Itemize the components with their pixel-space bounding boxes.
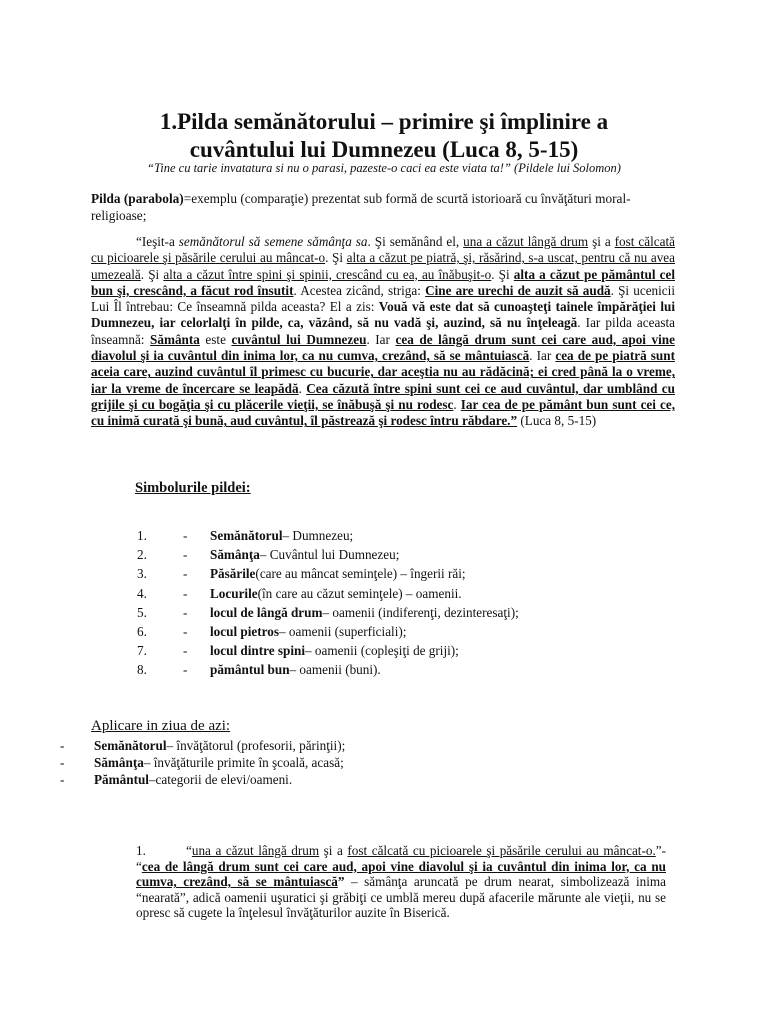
explanation-paragraph — [136, 843, 666, 921]
item-number: 8. — [137, 662, 147, 678]
item-dash: - — [60, 772, 65, 787]
symbol-item — [137, 622, 519, 641]
definition — [91, 190, 671, 224]
parable-seg: semănătorul să semene sămânţa sa — [178, 234, 368, 249]
parable-seg: alta a căzut pe piatră, şi, răsărind, s-a uscat, pentru că nu avea umezeală — [91, 250, 675, 282]
item-term: Pământul — [94, 772, 149, 787]
item-dash: - — [183, 624, 188, 640]
item-dash: - — [183, 604, 188, 620]
explanation-seg: ” — [337, 874, 345, 889]
item-number: 3. — [137, 566, 147, 582]
parable-seg: alta a căzut între spini şi spinii, crescând cu ea, au înăbuşit-o — [163, 266, 492, 282]
parable-seg: . Iar pilda aceasta înseamnă: — [91, 315, 675, 347]
parable-seg: Vouă vă este dat să cunoaşteţi tainele împărăţiei lui Dumnezeu, iar celorlalţi în pilde, ca, văzând, să nu vadă şi, auzind, să nu înţeleagă — [91, 299, 675, 331]
parable-seg: . Şi — [325, 250, 347, 266]
item-term: locul pietros — [210, 624, 279, 640]
item-dash: - — [183, 528, 188, 543]
parable-seg: şi a — [588, 234, 615, 249]
explanation-seg: “ — [186, 843, 192, 858]
title-line-2: cuvântului lui Dumnezeu (Luca 8, 5-15) — [189, 137, 579, 162]
symbol-item — [137, 584, 519, 603]
definition-text: =exemplu (comparaţie) prezentat sub formă de scurtă istorioară cu învăţături moral-religioase; — [91, 191, 631, 223]
application-heading: Aplicare in ziua de azi: — [91, 718, 231, 734]
parable-seg: alta a căzut pe pământul cel bun şi, crescând, a făcut rod însutit — [91, 266, 676, 298]
parable-seg: . Şi — [491, 266, 514, 282]
page-title — [60, 108, 708, 164]
parable-seg: (Luca 8, 5-15) — [517, 413, 597, 429]
item-number: 1. — [137, 528, 147, 543]
item-desc: – oamenii (indiferenţi, dezinteresaţi); — [322, 604, 519, 620]
item-desc: (care au mâncat seminţele) – îngerii răi; — [255, 566, 466, 582]
explanation-seg: – sămânţa aruncată pe drum nearat, simbolizează inima “nearată”, adică oamenii uşuratici şi grăbiţi ce umblă mereu după afacerile mărunte ale vieţii, nu se opresc să cugete la înţelesul învăţăturilor auzite în Biserică. — [136, 874, 666, 920]
item-dash: - — [183, 643, 188, 659]
parable-seg: . Şi semănând el, — [367, 234, 464, 249]
item-dash: - — [60, 755, 65, 770]
explanation-seg: cea de lângă drum sunt cei care aud, apoi vine diavolul şi ia cuvântul din inima lor, ca nu cumva, crezând, să se mântuiască — [136, 858, 666, 889]
parable-seg: Cea căzută între spini sunt cei ce aud cuvântul, dar umblând cu grijile şi cu bogăţia şi cu plăcerile vieţii, se înăbuşă şi nu rodesc — [91, 380, 675, 412]
explanation-seg: una a căzut lângă drum — [191, 843, 320, 858]
item-term: Sămânţa — [210, 547, 260, 563]
symbol-item — [137, 545, 519, 564]
item-term: Semănătorul — [94, 738, 167, 753]
item-desc: – învăţăturile primite în şcoală, acasă; — [143, 755, 344, 770]
item-number: 6. — [137, 624, 147, 640]
item-term: locul dintre spini — [210, 643, 306, 659]
parable-seg: . Şi ucenicii Lui Îl întrebau: Ce înseamnă pilda aceasta? El a zis: — [91, 282, 675, 315]
symbol-item — [137, 603, 519, 622]
parable-seg: . Şi — [140, 266, 164, 282]
parable-seg: . — [453, 396, 461, 412]
item-desc: – oamenii (superficiali); — [279, 624, 407, 640]
parable-seg: Iar cea de pe pământ bun sunt cei ce, cu inimă curată şi bună, aud cuvântul, îl păstrează şi rodesc întru răbdare.” — [91, 396, 675, 429]
symbols-list — [137, 526, 519, 680]
application-item — [60, 737, 345, 754]
item-term: Locurile — [210, 585, 258, 601]
parable-seg: Sământa — [150, 331, 200, 347]
parable-seg: . — [298, 380, 307, 396]
item-desc: – Dumnezeu; — [282, 528, 354, 543]
application-item — [60, 771, 345, 788]
title-line-1: 1.Pilda semănătorului – primire şi împlinire a — [159, 109, 609, 134]
item-desc: – oamenii (buni). — [289, 662, 381, 678]
parable-seg: fost călcată cu picioarele şi păsările cerului au mâncat-o — [91, 234, 675, 266]
parable-seg: este — [199, 331, 232, 347]
item-term: Semănătorul — [210, 528, 283, 543]
item-desc: (în care au căzut seminţele) – oamenii. — [257, 585, 462, 601]
item-term: Păsările — [210, 566, 256, 582]
symbol-item — [137, 526, 519, 545]
parable-seg: una a căzut lângă drum — [463, 234, 589, 249]
item-desc: – oamenii (copleşiţi de griji); — [305, 643, 459, 659]
parable-seg: . Iar — [529, 348, 556, 364]
parable-seg: . Acestea zicând, striga: — [293, 282, 426, 298]
symbol-item — [137, 641, 519, 660]
item-number: 5. — [137, 604, 147, 620]
symbol-item — [137, 660, 519, 679]
parable-text — [91, 234, 675, 430]
explanation-seg: fost călcată cu picioarele şi păsările cerului au mâncat-o. — [347, 843, 656, 858]
application-item — [60, 754, 345, 771]
motto-quote: “Tine cu tarie invatatura si nu o parasi, pazeste-o caci ea este viata ta!” (Pildele lui Solomon) — [147, 161, 621, 175]
symbol-item — [137, 564, 519, 583]
item-number: 7. — [137, 643, 147, 659]
item-number: 1. — [136, 843, 146, 858]
item-dash: - — [183, 547, 188, 563]
item-dash: - — [60, 738, 65, 753]
item-number: 2. — [137, 547, 147, 563]
item-dash: - — [183, 662, 188, 678]
symbols-heading: Simbolurile pildei: — [135, 480, 251, 496]
item-term: Sămânţa — [94, 755, 144, 770]
definition-term: Pilda (parabola) — [91, 191, 184, 206]
application-list — [60, 737, 345, 788]
parable-seg: cea de pe piatră sunt aceia care, auzind cuvântul îl primesc cu bucurie, dar aceştia nu au rădăcină; ei cred până la o vreme, iar la vreme de încercare se leapădă — [91, 348, 675, 396]
item-term: locul de lângă drum — [210, 604, 323, 620]
parable-seg: “Ieşit-a — [136, 234, 179, 249]
item-desc: – învăţătorul (profesorii, părinţii); — [166, 738, 346, 753]
item-dash: - — [183, 585, 188, 601]
item-number: 4. — [137, 585, 147, 601]
item-term: pământul bun — [210, 662, 290, 678]
parable-seg: cuvântul lui Dumnezeu — [231, 331, 367, 347]
item-desc: –categorii de elevi/oameni. — [148, 772, 293, 787]
item-desc: – Cuvântul lui Dumnezeu; — [259, 547, 400, 563]
parable-seg: Cine are urechi de auzit să audă — [425, 282, 611, 298]
parable-seg: cea de lângă drum sunt cei care aud, apoi vine diavolul şi ia cuvântul din inima lor, ca nu cumva, crezând, să se mântuiască — [91, 331, 675, 364]
explanation-seg: ”- “ — [136, 843, 666, 874]
item-dash: - — [183, 566, 188, 582]
explanation-seg: şi a — [319, 843, 348, 858]
parable-seg: . Iar — [366, 331, 396, 347]
